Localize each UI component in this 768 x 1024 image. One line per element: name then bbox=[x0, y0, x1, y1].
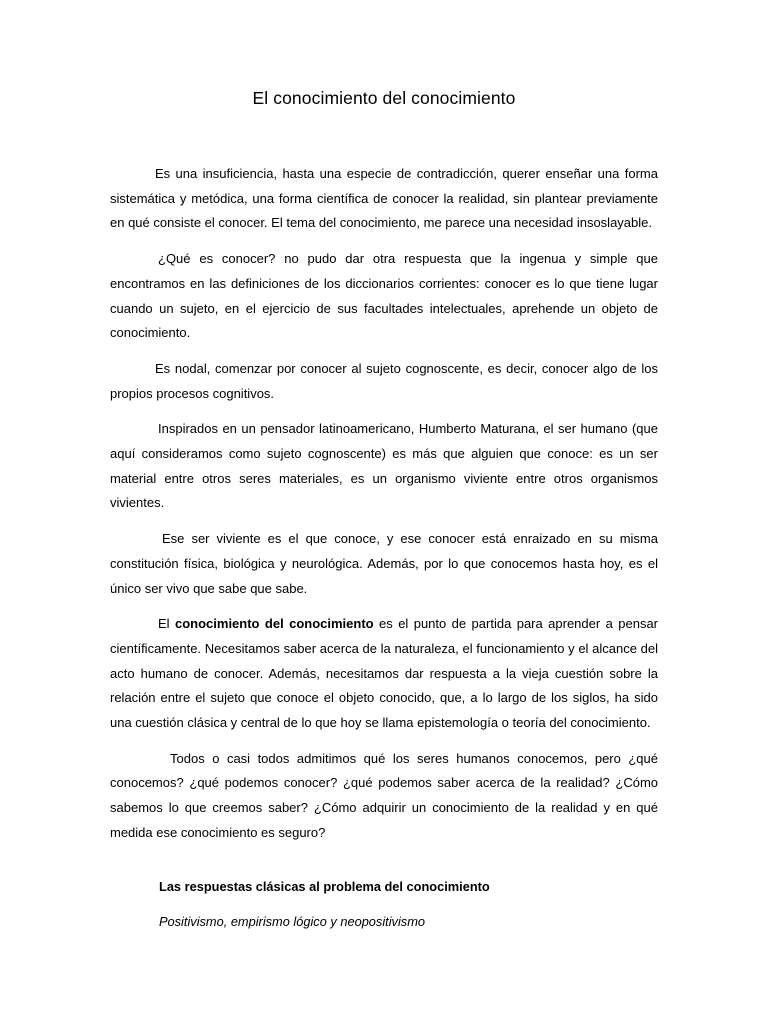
document-title: El conocimiento del conocimiento bbox=[252, 88, 516, 108]
paragraph-6 bbox=[110, 612, 658, 736]
document-body bbox=[110, 162, 658, 857]
paragraph-7: Todos o casi todos admitimos qué los seres humanos conocemos, pero ¿qué conocemos? ¿qué podemos conocer? ¿qué podemos saber acerca de la realidad? ¿Cómo sabemos lo que creemos saber? ¿Cómo adquirir un conocimiento de la realidad y en qué medida ese conocimiento es seguro? bbox=[110, 750, 658, 840]
paragraph-4: Inspirados en un pensador latinoamericano, Humberto Maturana, el ser humano (que aquí consideramos como sujeto cognoscente) es más que alguien que conoce: es un ser material entre otros seres materiales, es un organismo viviente entre otros organismos vivientes. bbox=[110, 421, 658, 511]
paragraph-6-bold-term: conocimiento del conocimiento bbox=[174, 616, 374, 632]
section-heading: Las respuestas clásicas al problema del conocimiento bbox=[159, 879, 490, 894]
paragraph-5: Ese ser viviente es el que conoce, y ese conocer está enraizado en su misma constitución física, biológica y neurológica. Además, por lo que conocemos hasta hoy, es el único ser vivo que sabe que sabe. bbox=[110, 531, 658, 596]
paragraph-3: Es nodal, comenzar por conocer al sujeto cognoscente, es decir, conocer algo de los propios procesos cognitivos. bbox=[110, 360, 658, 401]
section-subheading: Positivismo, empirismo lógico y neopositivismo bbox=[159, 914, 425, 929]
paragraph-1: Es una insuficiencia, hasta una especie de contradicción, querer enseñar una forma sistemática y metódica, una forma científica de conocer la realidad, sin plantear previamente en qué consiste el conocer. El tema del conocimiento, me parece una necesidad insoslayable. bbox=[110, 166, 658, 231]
paragraph-2: ¿Qué es conocer? no pudo dar otra respuesta que la ingenua y simple que encontramos en las definiciones de los diccionarios corrientes: conocer es lo que tiene lugar cuando un sujeto, en el ejercicio de sus facultades intelectuales, aprehende un objeto de conocimiento. bbox=[110, 251, 658, 341]
paragraph-6-post: es el punto de partida para aprender a pensar científicamente. Necesitamos saber acerca de la naturaleza, el funcionamiento y el alcance del acto humano de conocer. Además, necesitamos dar respuesta a la vieja cuestión sobre la relación entre el sujeto que conoce el objeto conocido, que, a lo largo de los siglos, ha sido una cuestión clásica y central de lo que hoy se llama epistemología o teoría del conocimiento. bbox=[110, 616, 658, 731]
paragraph-6-pre: El bbox=[158, 616, 175, 632]
